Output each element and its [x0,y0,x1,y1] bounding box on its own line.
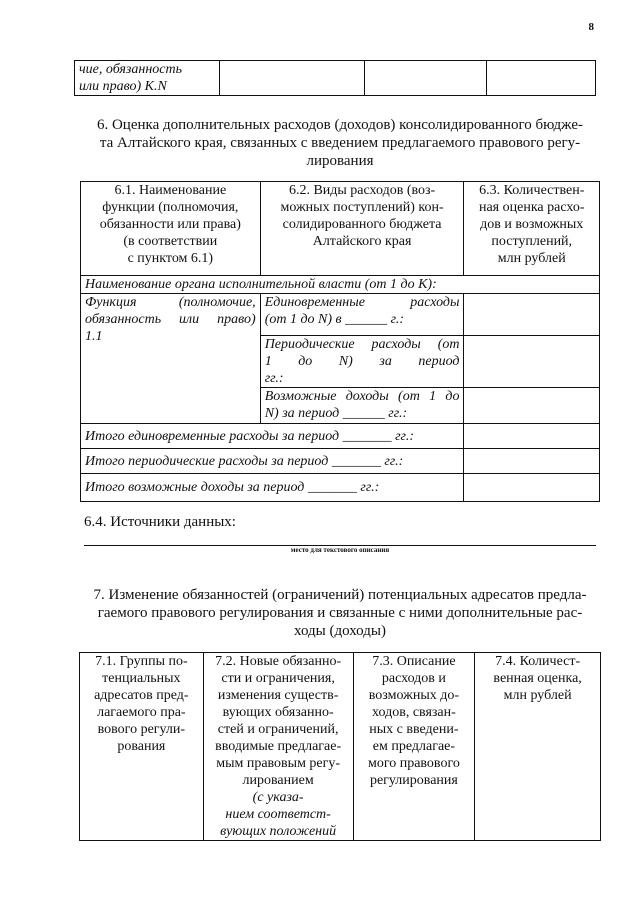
empty-cell [219,61,365,96]
empty-cell [365,61,486,96]
header-expense-types [260,182,464,276]
header-line: млн рублей [497,251,566,266]
header-addressee-groups [80,653,204,841]
title-line: 7. Изменение обязанностей (ограничений) потенциальных адресатов предла- [93,587,587,603]
cell-line: Возможные доходы (от 1 до [264,389,460,404]
function-cell [81,294,261,424]
cell-line: 1 до N) за период [264,354,460,369]
header-line: 7.1. Группы по- [95,654,188,669]
cell-line: чие, обязанность [79,62,182,77]
header-line: изменения существ- [217,688,339,703]
total-periodic-row: Итого периодические расходы за период _______ гг.: [81,449,464,474]
cell-line: 1.1 [85,329,103,344]
cell-line: или право) K.N [79,79,167,94]
header-function [81,182,261,276]
header-line: с пунктом 6.1) [127,251,214,266]
header-line: дов и возможных [480,217,584,232]
header-expense-description [353,653,475,841]
header-line: венная оценка, [493,671,582,686]
header-line: (в соответствии [123,234,218,249]
header-line: обязанности или права) [99,217,241,232]
cell-line: обязанность или право) [85,312,256,327]
cell-line: Функция (полномочие, [85,295,256,310]
text-description-caption: место для текстового описания [290,546,390,554]
empty-cell [464,294,600,336]
header-line: вующих обязанно- [222,705,334,720]
possible-income-cell [260,388,464,424]
header-line: 7.4. Количест- [495,654,581,669]
budget-table [80,181,600,502]
one-time-expenses-cell [260,294,464,336]
header-line: млн рублей [503,688,572,703]
header-line: 6.3. Количествен- [479,183,585,198]
header-line: 6.2. Виды расходов (воз- [288,183,436,198]
empty-cell [486,61,595,96]
total-income-row: Итого возможные доходы за период _______ гг.: [81,474,464,502]
authority-row: Наименование органа исполнительной власти (от 1 до K): [81,276,600,294]
empty-cell [464,449,600,474]
header-line: ная оценка расхо- [478,200,585,215]
header-line: 7.3. Описание [372,654,456,669]
header-line: 7.2. Новые обязанно- [215,654,342,669]
continued-table [74,60,596,96]
continued-function-cell [75,61,220,96]
header-line: мого правового [367,756,460,771]
header-line: адресатов пред- [94,688,189,703]
empty-cell [464,336,600,388]
header-line: ем предлагае- [372,739,456,754]
header-line: (с указа- [252,790,304,805]
header-line: 6.1. Наименование [114,183,227,198]
section-6-title [78,116,602,170]
header-line: поступлений, [491,234,573,249]
header-line: лагаемого пра- [97,705,186,720]
header-line: можных поступлений) кон- [280,200,444,215]
header-line: функции (полномочия, [102,200,239,215]
header-quantitative [464,182,600,276]
section-7-title [78,586,602,640]
title-line: та Алтайского края, связанных с введением предлагаемого правового регу- [99,135,581,151]
header-line: сти и ограничения, [221,671,335,686]
header-line: солидированного бюджета [282,217,442,232]
header-line: вующих положений [220,824,337,839]
empty-cell [464,388,600,424]
header-line: ходов, связан- [372,705,456,720]
header-line: рования [117,739,166,754]
header-line: ных с введени- [369,722,459,737]
periodic-expenses-cell [260,336,464,388]
cell-line: N) за период ______ гг.: [264,406,408,421]
header-line: нием соответст- [225,807,331,822]
total-one-time-row: Итого единовременные расходы за период _______ гг.: [81,424,464,449]
data-sources-label: 6.4. Источники данных: [84,514,236,530]
cell-line: Единовременные расходы [264,295,460,310]
empty-cell [464,474,600,502]
header-line: регулирования [369,773,458,788]
header-line: расходов и [381,671,446,686]
title-line: 6. Оценка дополнительных расходов (доходов) консолидированного бюдже- [96,117,584,133]
header-line: вводимые предлагае- [215,739,342,754]
title-line: гаемого правового регулирования и связанные с ними дополнительные рас- [97,605,583,621]
title-line: лирования [306,153,374,169]
header-line: возможных до- [368,688,460,703]
header-line: вового регули- [97,722,186,737]
empty-cell [464,424,600,449]
header-line: тенциальных [102,671,181,686]
cell-line: гг.: [264,371,284,386]
obligations-table [79,652,601,841]
header-line: стей и ограничений, [217,722,339,737]
header-line: мым правовым регу- [216,756,341,771]
title-line: ходы (доходы) [294,623,386,639]
header-new-obligations [203,653,353,841]
header-line: Алтайского края [312,234,412,249]
cell-line: Периодические расходы (от [264,337,460,352]
header-line: лированием [242,773,314,788]
page-number: 8 [588,21,594,33]
cell-line: (от 1 до N) в ______ г.: [264,312,405,327]
header-quantitative-estimate [475,653,601,841]
